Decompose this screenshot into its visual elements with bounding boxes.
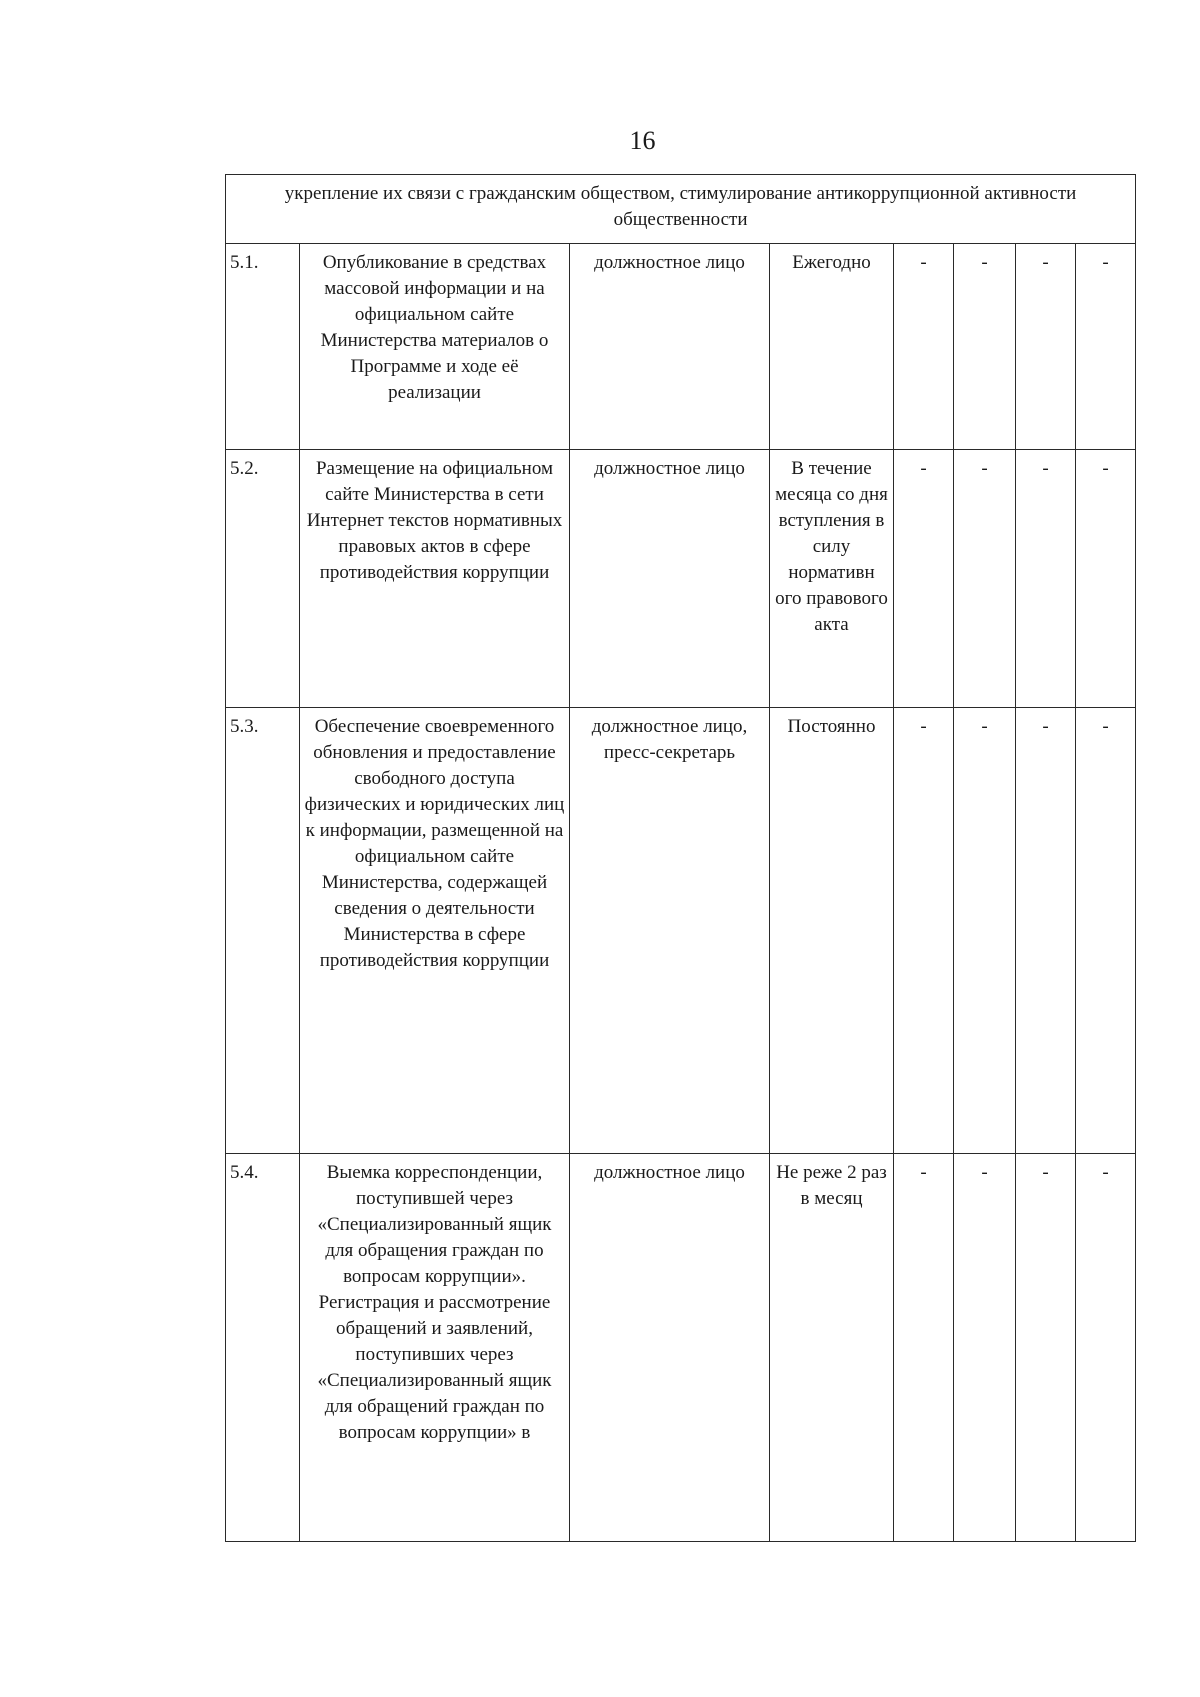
funding-cell: - — [894, 708, 954, 1154]
funding-cell: - — [1076, 450, 1136, 708]
deadline-cell: Постоянно — [770, 708, 894, 1154]
row-number: 5.3. — [226, 708, 300, 1154]
funding-cell: - — [1076, 708, 1136, 1154]
responsible-cell: должностное лицо — [570, 1154, 770, 1542]
responsible-cell: должностное лицо, пресс-секретарь — [570, 708, 770, 1154]
funding-cell: - — [894, 1154, 954, 1542]
funding-cell: - — [1016, 450, 1076, 708]
activity-cell: Размещение на официальном сайте Министерства в сети Интернет текстов нормативных правовых актов в сфере противодействия коррупции — [300, 450, 570, 708]
table-row — [226, 708, 1136, 1154]
row-number: 5.1. — [226, 244, 300, 450]
section-header-row — [226, 175, 1136, 244]
row-number: 5.2. — [226, 450, 300, 708]
funding-cell: - — [894, 244, 954, 450]
activity-cell: Выемка корреспонденции, поступившей через «Специализированный ящик для обращения граждан по вопросам коррупции». Регистрация и рассмотрение обращений и заявлений, поступивших через «Специализированный ящик для обращений граждан по вопросам коррупции» в — [300, 1154, 570, 1542]
plan-table — [225, 174, 1136, 1542]
table-row — [226, 244, 1136, 450]
deadline-cell: Ежегодно — [770, 244, 894, 450]
responsible-cell: должностное лицо — [570, 450, 770, 708]
funding-cell: - — [954, 708, 1016, 1154]
page-number: 16 — [629, 126, 656, 155]
table-row — [226, 1154, 1136, 1542]
funding-cell: - — [954, 1154, 1016, 1542]
deadline-cell: В течение месяца со дня вступления в силу нормативн ого правового акта — [770, 450, 894, 708]
funding-cell: - — [1016, 1154, 1076, 1542]
funding-cell: - — [1076, 1154, 1136, 1542]
funding-cell: - — [894, 450, 954, 708]
funding-cell: - — [954, 244, 1016, 450]
activity-cell: Опубликование в средствах массовой информации и на официальном сайте Министерства материалов о Программе и ходе её реализации — [300, 244, 570, 450]
funding-cell: - — [1016, 244, 1076, 450]
funding-cell: - — [954, 450, 1016, 708]
funding-cell: - — [1076, 244, 1136, 450]
funding-cell: - — [1016, 708, 1076, 1154]
activity-cell: Обеспечение своевременного обновления и предоставление свободного доступа физических и юридических лиц к информации, размещенной на официальном сайте Министерства, содержащей сведения о деятельности Министерства в сфере противодействия коррупции — [300, 708, 570, 1154]
deadline-cell: Не реже 2 раз в месяц — [770, 1154, 894, 1542]
responsible-cell: должностное лицо — [570, 244, 770, 450]
table-row — [226, 450, 1136, 708]
section-header: укрепление их связи с гражданским обществом, стимулирование антикоррупционной активности общественности — [226, 175, 1136, 244]
row-number: 5.4. — [226, 1154, 300, 1542]
